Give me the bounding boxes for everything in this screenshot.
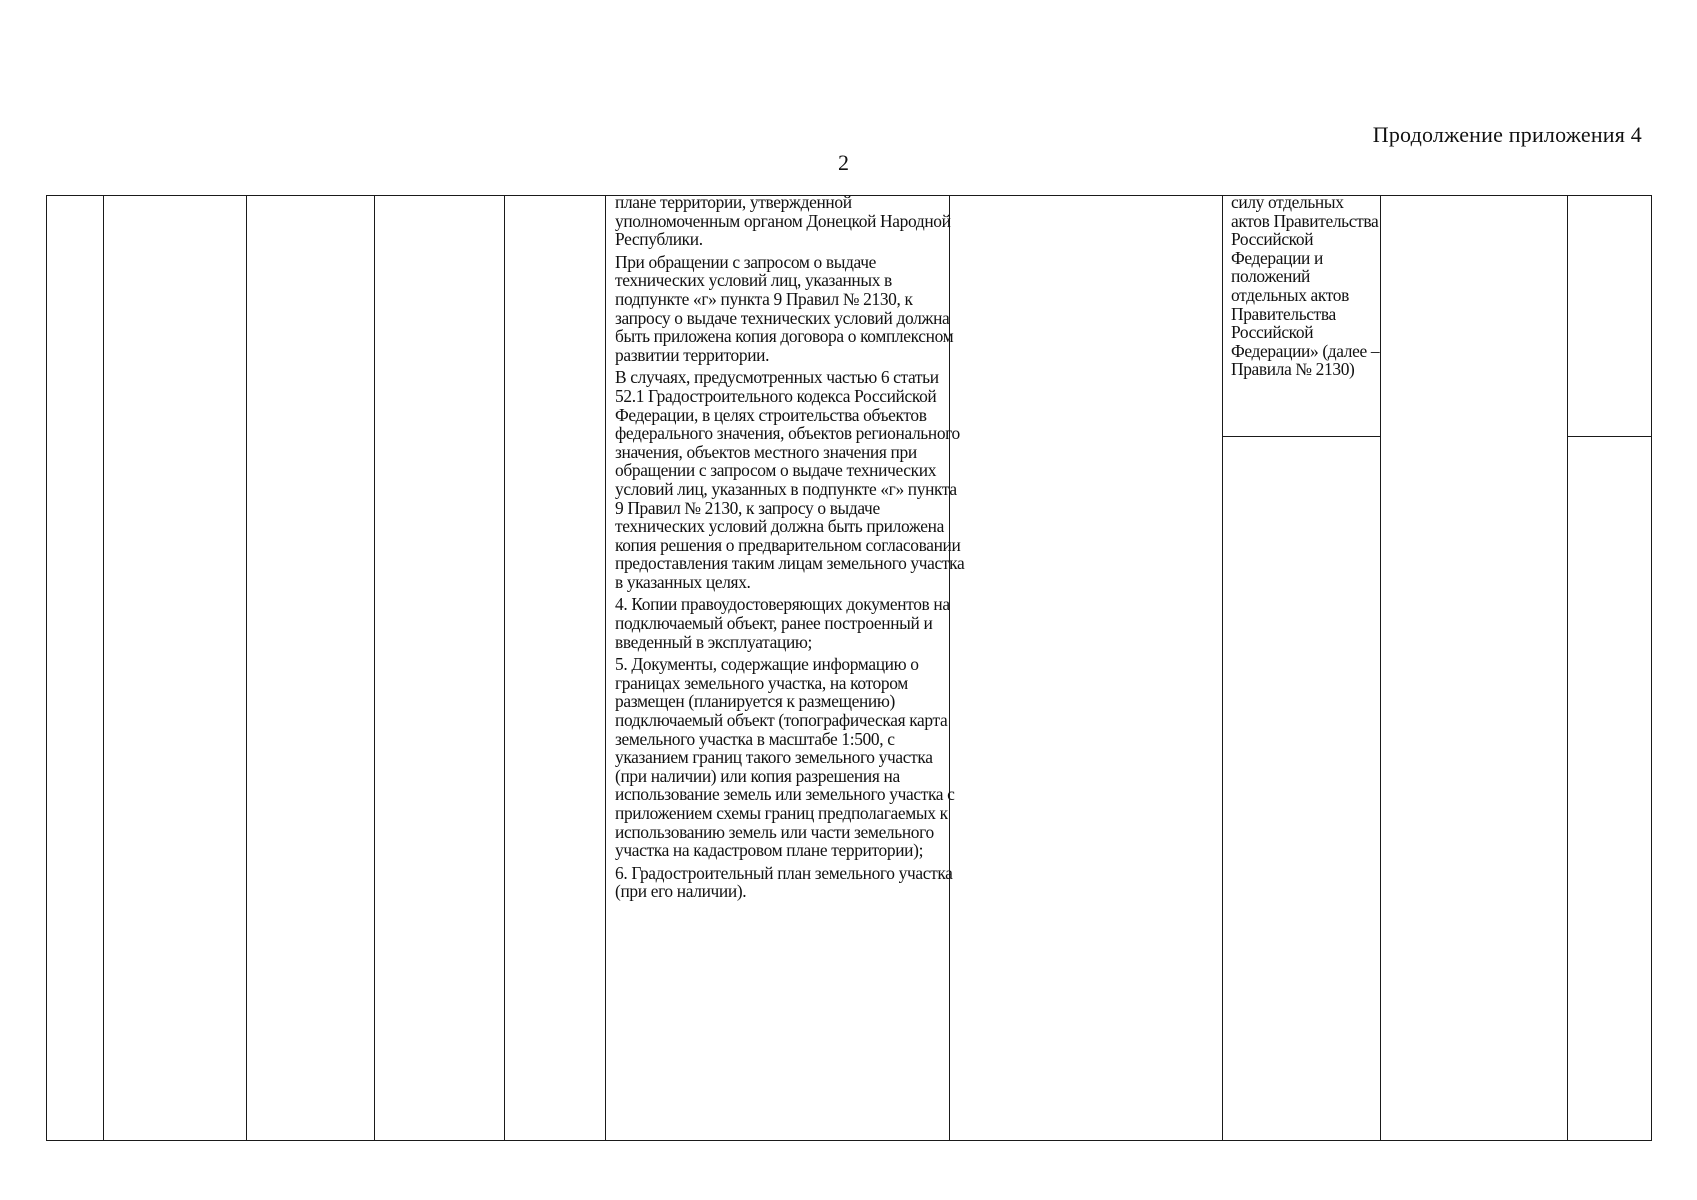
column-divider	[1222, 196, 1223, 1140]
column-divider	[605, 196, 606, 1140]
page-number: 2	[838, 150, 849, 175]
legal-reference-cell	[1231, 193, 1381, 379]
paragraph: При обращении с запросом о выдаче технических условий лиц, указанных в подпункте «г» пункта 9 Правил № 2130, к запросу о выдаче технических условий должна быть приложена копия договора о комплексном развитии территории.	[615, 251, 954, 365]
paragraph: плане территории, утвержденной уполномоченным органом Донецкой Народной Республики.	[615, 192, 951, 250]
paragraph: В случаях, предусмотренных частью 6 статьи 52.1 Градостроительного кодекса Российской Федерации, в целях строительства объектов федерального значения, объектов регионального значения, объектов местного значения при обращении с запросом о выдаче технических условий лиц, указанных в подпункте «г» пункта 9 Правил № 2130, к запросу о выдаче технических условий должна быть приложена копия решения о предварительном согласовании предоставления таким лицам земельного участка в указанных целях.	[615, 367, 965, 592]
paragraph: 5. Документы, содержащие информацию о границах земельного участка, на котором размещен (планируется к размещению) подключаемый объект (топографическая карта земельного участка в масштабе 1:500, с указанием границ такого земельного участка (при наличии) или копия разрешения на использование земель или земельного участка с приложением схемы границ предполагаемых к использованию земель или части земельного участка на кадастровом плане территории);	[615, 654, 955, 861]
document-table	[46, 192, 1652, 1141]
column-divider	[374, 196, 375, 1140]
continuation-header: Продолжение приложения 4	[1372, 122, 1642, 147]
legal-reference-text: силу отдельных актов Правительства Российской Федерации и положений отдельных актов Правительства Российской Федерации» (далее – Правила № 2130)	[1231, 192, 1380, 380]
paragraph: 4. Копии правоудостоверяющих документов на подключаемый объект, ранее построенный и введенный в эксплуатацию;	[615, 594, 950, 652]
column-divider	[504, 196, 505, 1140]
documents-requirements-cell	[615, 193, 967, 905]
column-divider	[103, 196, 104, 1140]
column-divider	[1567, 196, 1568, 1140]
row-divider	[1567, 436, 1651, 437]
column-divider	[246, 196, 247, 1140]
row-divider	[1222, 436, 1380, 437]
paragraph: 6. Градостроительный план земельного участка (при его наличии).	[615, 862, 953, 902]
